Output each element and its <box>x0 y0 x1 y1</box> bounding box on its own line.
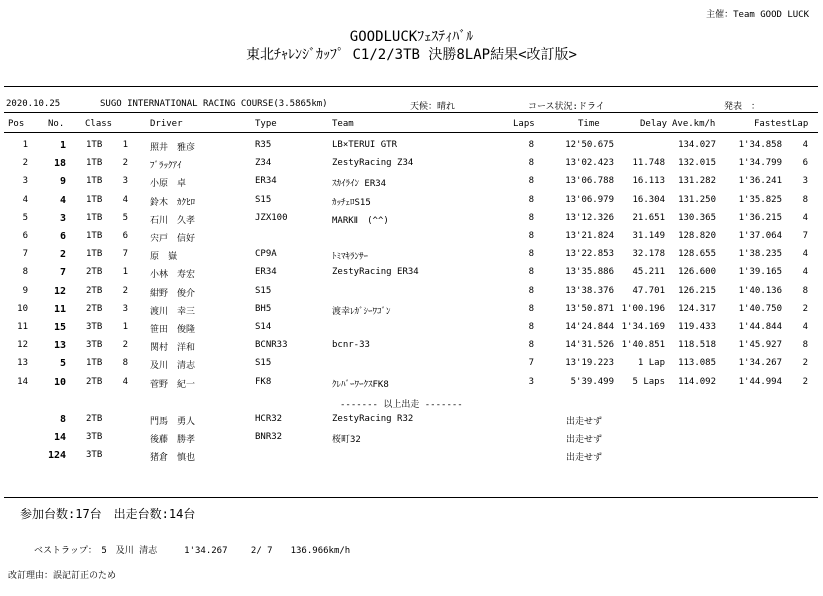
cell-laps: 8 <box>528 158 534 169</box>
cell-fastest: 1'40.750 <box>738 303 782 314</box>
cell-cls: 1TB <box>86 231 103 241</box>
cell-avg: 128.655 <box>678 249 716 260</box>
cell-time: 13'38.376 <box>565 285 614 296</box>
cell-no: 1 <box>59 140 66 151</box>
cell-time: 12'50.675 <box>565 140 614 150</box>
track-condition: コース状況:ドライ <box>528 102 605 112</box>
dns-cell-no: 124 <box>47 450 66 462</box>
cell-team: MARKⅡ (^^) <box>332 215 389 226</box>
cell-time: 14'24.844 <box>565 322 614 332</box>
cell-laps: 8 <box>528 285 534 296</box>
col-driver: Driver <box>150 119 183 129</box>
table-row <box>0 195 823 213</box>
organizer-label: 主催：Team GOOD LUCK <box>706 10 809 20</box>
cell-time: 14'31.526 <box>565 340 614 351</box>
header-divider-top <box>4 112 818 113</box>
cell-flap: 2 <box>802 303 808 314</box>
dns-cell-driver: 門馬 勇人 <box>150 417 196 427</box>
cell-avg: 113.085 <box>678 358 716 369</box>
dns-cell-type: BNR32 <box>255 432 283 443</box>
course-name: SUGO INTERNATIONAL RACING COURSE(3.5865km) <box>100 99 328 109</box>
table-row <box>0 358 823 376</box>
cell-cpos: 1 <box>122 322 128 332</box>
cell-laps: 8 <box>528 212 534 223</box>
col-pos: Pos <box>8 119 25 129</box>
cell-pos: 5 <box>22 212 28 223</box>
cell-cpos: 4 <box>122 194 128 205</box>
table-row <box>0 377 823 395</box>
cell-flap: 3 <box>802 176 808 187</box>
cell-team: ﾄﾐﾏｷﾗﾝｻｰ <box>332 252 369 263</box>
cell-delay: 5 Laps <box>632 376 665 387</box>
cell-cpos: 2 <box>122 285 128 296</box>
dns-cell-status: 出走せず <box>566 453 603 464</box>
cell-fastest: 1'38.235 <box>738 249 782 260</box>
cell-cpos: 5 <box>122 212 128 223</box>
cell-no: 9 <box>59 176 66 188</box>
cell-time: 13'50.871 <box>565 303 614 314</box>
cell-time: 13'06.788 <box>565 176 614 187</box>
col-laps: Laps <box>513 119 535 129</box>
announce-time: 発表 ： <box>724 102 761 112</box>
cell-flap: 8 <box>802 340 808 351</box>
cell-no: 12 <box>53 285 66 297</box>
cell-avg: 134.027 <box>678 140 716 150</box>
cell-no: 13 <box>53 340 66 352</box>
cell-laps: 8 <box>528 140 534 150</box>
cell-flap: 4 <box>802 249 808 260</box>
cell-fastest: 1'36.215 <box>738 212 782 223</box>
cell-driver: 石川 久孝 <box>150 215 196 226</box>
cell-cpos: 2 <box>122 340 128 351</box>
cell-pos: 7 <box>22 249 28 260</box>
cell-driver: 小林 寿宏 <box>150 270 196 281</box>
cell-avg: 126.215 <box>678 285 716 296</box>
cell-team: ZestyRacing Z34 <box>332 158 414 169</box>
cell-type: FK8 <box>255 376 272 387</box>
cell-laps: 8 <box>528 340 534 351</box>
col-time: Time <box>578 119 600 129</box>
cell-fastest: 1'37.064 <box>738 231 782 241</box>
cell-delay: 31.149 <box>632 231 665 241</box>
cell-no: 6 <box>59 231 66 242</box>
cell-type: S15 <box>255 285 272 296</box>
cell-cls: 2TB <box>86 303 103 314</box>
cell-delay: 16.113 <box>632 176 665 187</box>
cell-flap: 8 <box>802 194 808 205</box>
cell-no: 5 <box>59 358 66 370</box>
cell-driver: ﾌﾞﾗｯｸｱｲ <box>150 161 182 172</box>
cell-team: ｶｯﾁｪﾛS15 <box>332 197 371 208</box>
cell-delay: 47.701 <box>632 285 665 296</box>
cell-fastest: 1'34.799 <box>738 158 782 169</box>
cell-flap: 4 <box>802 267 808 278</box>
cell-laps: 8 <box>528 303 534 314</box>
footer-divider <box>4 497 818 498</box>
cell-delay: 1'00.196 <box>621 303 665 314</box>
cell-laps: 8 <box>528 322 534 332</box>
cell-cpos: 2 <box>122 158 128 169</box>
header-divider-bottom <box>4 132 818 133</box>
dns-cell-driver: 猪倉 慎也 <box>150 453 196 464</box>
cell-pos: 10 <box>17 303 28 314</box>
cell-type: S15 <box>255 358 272 369</box>
dns-row <box>0 432 823 450</box>
cell-cpos: 7 <box>122 249 128 260</box>
cell-team: ｸﾚﾊﾞｰﾜｰｸｽFK8 <box>332 379 389 390</box>
cell-flap: 2 <box>802 358 808 369</box>
cell-delay: 16.304 <box>632 194 665 205</box>
cell-fastest: 1'34.858 <box>738 140 782 150</box>
cell-avg: 128.820 <box>678 231 716 241</box>
cell-type: R35 <box>255 140 272 150</box>
table-row <box>0 213 823 231</box>
cell-flap: 2 <box>802 376 808 387</box>
cell-team: LB×TERUI GTR <box>332 140 398 150</box>
cell-type: ER34 <box>255 176 277 187</box>
dns-cell-cls: 2TB <box>86 414 103 424</box>
table-row <box>0 249 823 267</box>
cell-driver: 鈴木 ｶｸﾋﾛ <box>150 197 196 208</box>
cell-cpos: 1 <box>122 140 128 150</box>
cell-no: 18 <box>53 158 66 170</box>
table-row <box>0 231 823 249</box>
cell-cpos: 6 <box>122 231 128 241</box>
entry-count: 参加台数:17台 出走台数:14台 <box>20 507 196 521</box>
cell-no: 15 <box>53 322 66 333</box>
cell-time: 13'06.979 <box>565 194 614 205</box>
col-avg: Ave.km/h <box>672 119 716 129</box>
cell-time: 13'12.326 <box>565 212 614 223</box>
cell-type: JZX100 <box>255 212 288 223</box>
dns-row <box>0 414 823 432</box>
cell-laps: 8 <box>528 231 534 241</box>
cell-no: 4 <box>59 194 66 206</box>
cell-avg: 119.433 <box>678 322 716 332</box>
dns-row <box>0 450 823 468</box>
cell-pos: 3 <box>22 176 28 187</box>
cell-team: ZestyRacing ER34 <box>332 267 419 278</box>
cell-driver: 小原 卓 <box>150 179 187 190</box>
table-row <box>0 286 823 304</box>
col-no: No. <box>48 119 65 129</box>
cell-cls: 2TB <box>86 376 103 387</box>
cell-cpos: 3 <box>122 176 128 187</box>
cell-driver: 照井 雅彦 <box>150 143 196 153</box>
dns-cell-no: 8 <box>59 414 66 425</box>
table-row <box>0 322 823 340</box>
cell-team: 渡幸ﾚｶﾞｼｰﾜｺﾞﾝ <box>332 306 391 317</box>
cell-fastest: 1'34.267 <box>738 358 782 369</box>
col-fastest: Fastest <box>754 119 792 129</box>
cell-laps: 8 <box>528 249 534 260</box>
cell-delay: 1'34.169 <box>621 322 665 332</box>
cell-cls: 3TB <box>86 322 103 332</box>
cell-fastest: 1'36.241 <box>738 176 782 187</box>
table-row <box>0 158 823 176</box>
dns-cell-cls: 3TB <box>86 432 103 443</box>
cell-team: ｽｶｲﾗｲﾝ ER34 <box>332 179 387 190</box>
cell-avg: 131.250 <box>678 194 716 205</box>
weather: 天候：晴れ <box>410 102 456 112</box>
best-lap: ベストラップ： 5 及川 清志 1'34.267 2/ 7 136.966km/h <box>34 546 351 556</box>
cell-driver: 及川 清志 <box>150 361 196 372</box>
cell-time: 13'35.886 <box>565 267 614 278</box>
cell-laps: 7 <box>528 358 534 369</box>
dns-cell-status: 出走せず <box>566 417 603 427</box>
cell-pos: 9 <box>22 285 28 296</box>
col-team: Team <box>332 119 354 129</box>
cell-fastest: 1'35.825 <box>738 194 782 205</box>
cell-type: S14 <box>255 322 272 332</box>
cell-cls: 2TB <box>86 267 103 278</box>
cell-cls: 2TB <box>86 285 103 296</box>
dns-cell-team: ZestyRacing R32 <box>332 414 414 424</box>
cell-fastest: 1'40.136 <box>738 285 782 296</box>
cell-flap: 4 <box>802 140 808 150</box>
table-row <box>0 304 823 322</box>
cell-cls: 1TB <box>86 158 103 169</box>
cell-laps: 8 <box>528 267 534 278</box>
cell-avg: 124.317 <box>678 303 716 314</box>
table-row <box>0 140 823 158</box>
revision-reason: 改訂理由：誤記訂正のため <box>8 571 117 581</box>
col-lap: Lap <box>792 119 809 129</box>
cell-delay: 1 Lap <box>637 358 665 369</box>
cell-pos: 11 <box>17 322 28 332</box>
col-class: Class <box>85 119 113 129</box>
dns-cell-cls: 3TB <box>86 450 103 461</box>
cell-flap: 4 <box>802 212 808 223</box>
cell-avg: 126.600 <box>678 267 716 278</box>
cell-delay: 45.211 <box>632 267 665 278</box>
cell-pos: 8 <box>22 267 28 278</box>
top-divider <box>4 86 818 87</box>
cell-time: 13'21.824 <box>565 231 614 241</box>
cell-type: S15 <box>255 194 272 205</box>
cell-type: Z34 <box>255 158 272 169</box>
cell-pos: 4 <box>22 194 28 205</box>
cell-delay: 1'40.851 <box>621 340 665 351</box>
cell-no: 11 <box>53 303 66 315</box>
cell-cpos: 3 <box>122 303 128 314</box>
cell-cpos: 1 <box>122 267 128 278</box>
cell-flap: 4 <box>802 322 808 332</box>
cell-type: ER34 <box>255 267 277 278</box>
cell-avg: 118.518 <box>678 340 716 351</box>
cell-pos: 14 <box>17 376 28 387</box>
cell-laps: 8 <box>528 194 534 205</box>
cell-avg: 131.282 <box>678 176 716 187</box>
cell-no: 10 <box>53 376 66 388</box>
cell-laps: 8 <box>528 176 534 187</box>
cell-pos: 2 <box>22 158 28 169</box>
cell-pos: 1 <box>22 140 28 150</box>
cell-cls: 1TB <box>86 194 103 205</box>
cell-laps: 3 <box>528 376 534 387</box>
cell-pos: 12 <box>17 340 28 351</box>
col-delay: Delay <box>640 119 668 129</box>
dns-cell-type: HCR32 <box>255 414 283 424</box>
cell-avg: 132.015 <box>678 158 716 169</box>
event-title: GOODLUCKﾌｪｽﾃｨﾊﾞﾙ <box>349 29 474 45</box>
cell-cpos: 8 <box>122 358 128 369</box>
table-row <box>0 340 823 358</box>
cell-delay: 32.178 <box>632 249 665 260</box>
cell-flap: 6 <box>802 158 808 169</box>
cell-delay: 11.748 <box>632 158 665 169</box>
column-headers <box>0 119 823 137</box>
cell-fastest: 1'44.844 <box>738 322 782 332</box>
cell-flap: 7 <box>802 231 808 241</box>
cell-fastest: 1'45.927 <box>738 340 782 351</box>
cell-driver: 関村 洋和 <box>150 343 196 354</box>
dns-cell-team: 桜町32 <box>332 435 361 446</box>
cell-fastest: 1'39.165 <box>738 267 782 278</box>
cell-cls: 3TB <box>86 340 103 351</box>
table-row <box>0 176 823 194</box>
cell-pos: 13 <box>17 358 28 369</box>
dns-cell-status: 出走せず <box>566 435 603 446</box>
cell-driver: 笹田 俊隆 <box>150 325 196 335</box>
cell-no: 2 <box>59 249 66 261</box>
cell-cpos: 4 <box>122 376 128 387</box>
cell-driver: 渡川 幸三 <box>150 306 196 317</box>
cell-delay: 21.651 <box>632 212 665 223</box>
dns-cell-no: 14 <box>53 432 66 444</box>
cell-no: 3 <box>59 212 66 224</box>
cell-time: 13'02.423 <box>565 158 614 169</box>
cell-avg: 130.365 <box>678 212 716 223</box>
cell-time: 13'22.853 <box>565 249 614 260</box>
race-title: 東北ﾁｬﾚﾝｼﾞｶｯﾌﾟ C1/2/3TB 決勝8LAP結果<改訂版> <box>246 47 577 63</box>
cell-time: 13'19.223 <box>565 358 614 369</box>
col-type: Type <box>255 119 277 129</box>
cell-type: BCNR33 <box>255 340 288 351</box>
cell-team: bcnr-33 <box>332 340 370 351</box>
cell-no: 7 <box>59 267 66 279</box>
cell-type: CP9A <box>255 249 277 260</box>
cell-type: BH5 <box>255 303 272 314</box>
cell-driver: 原 嶽 <box>150 252 178 263</box>
cell-pos: 6 <box>22 231 28 241</box>
cell-cls: 1TB <box>86 249 103 260</box>
cell-cls: 1TB <box>86 358 103 369</box>
cell-time: 5'39.499 <box>570 376 614 387</box>
race-date: 2020.10.25 <box>6 99 61 109</box>
cell-avg: 114.092 <box>678 376 716 387</box>
cell-cls: 1TB <box>86 140 103 150</box>
finish-divider-label: ------- 以上出走 ------- <box>340 400 463 410</box>
cell-driver: 紺野 俊介 <box>150 288 196 299</box>
table-row <box>0 267 823 285</box>
cell-cls: 1TB <box>86 212 103 223</box>
cell-driver: 菅野 紀一 <box>150 379 196 390</box>
cell-driver: 宍戸 信好 <box>150 234 196 244</box>
dns-cell-driver: 後藤 勝孝 <box>150 435 196 446</box>
cell-flap: 8 <box>802 285 808 296</box>
cell-cls: 1TB <box>86 176 103 187</box>
cell-fastest: 1'44.994 <box>738 376 782 387</box>
